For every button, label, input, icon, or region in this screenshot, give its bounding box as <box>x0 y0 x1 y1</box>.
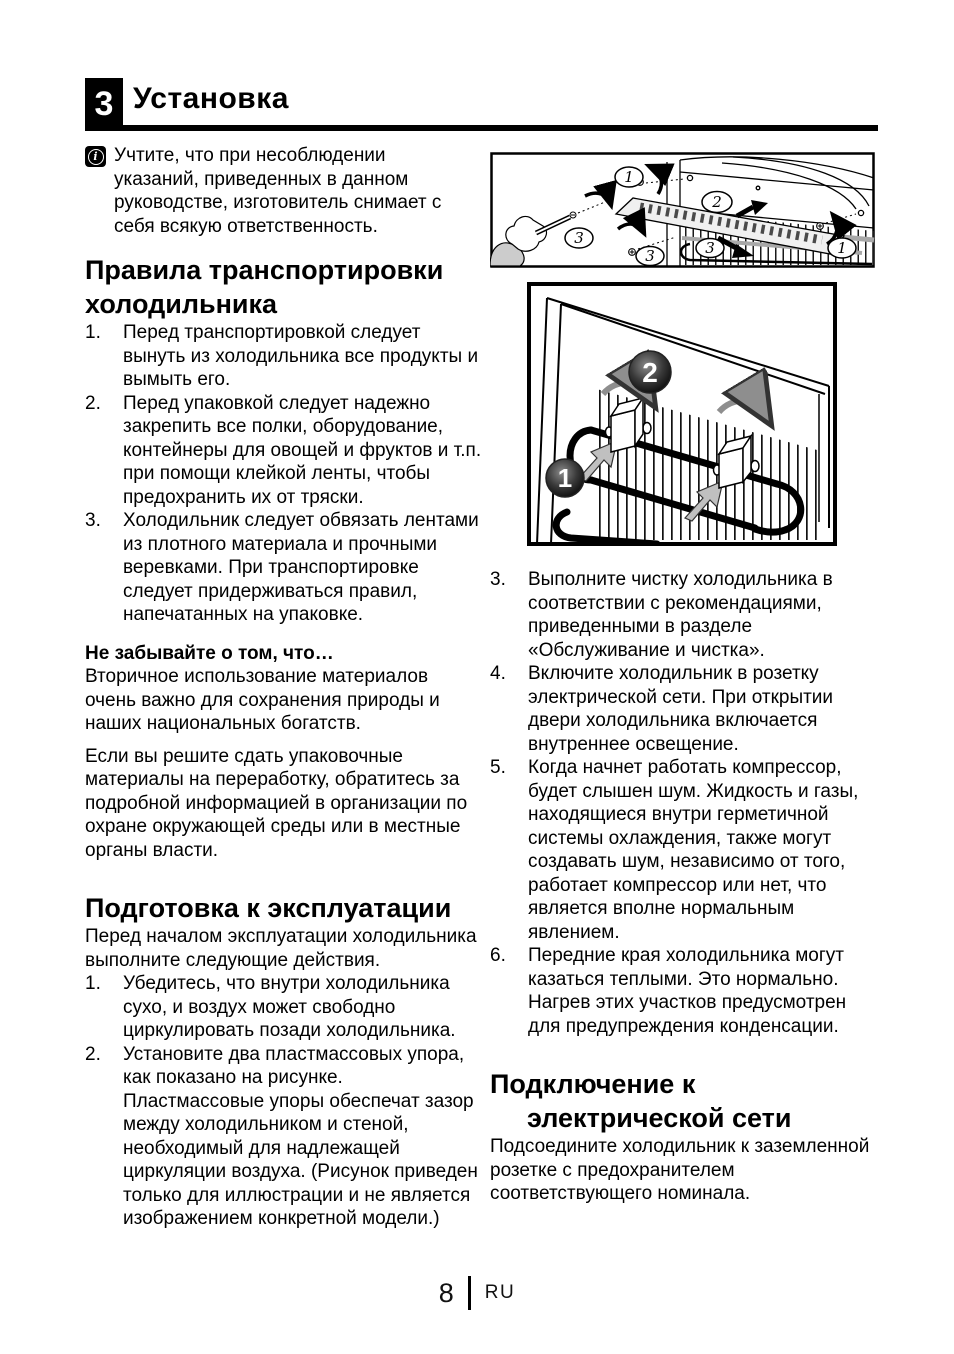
left-column <box>85 144 482 1231</box>
heading-line: электрической сети <box>527 1103 792 1133</box>
list-item-text: Установите два пластмассовых упора, как показано на рисунке. Пластмассовые упоры обеспечат зазор между холодильником и стеной, необходимый для надлежащей циркуляции воздуха. (Рисунок приведен только для иллюстрации и не является изображением конкретной модели.) <box>123 1043 478 1229</box>
info-note-text: Учтите, что при несоблюдении указаний, приведенных в данном руководстве, изготовитель снимает с себя всякую ответственность. <box>114 145 442 237</box>
list-item-number: 4. <box>490 663 506 684</box>
list-item <box>85 392 482 510</box>
list-item-text: Включите холодильник в розетку электрической сети. При открытии двери холодильника включается внутреннее освещение. <box>528 663 834 755</box>
info-note <box>85 144 482 238</box>
info-icon <box>85 146 106 167</box>
transport-list <box>85 321 482 627</box>
info-icon-letter: i <box>88 149 104 165</box>
reminder-text: Вторичное использование материалов очень важно для сохранения природы и наших национальных богатств. <box>85 666 440 734</box>
header-rule <box>123 125 878 131</box>
preparation-list-left <box>85 972 482 1231</box>
footer-divider <box>468 1276 471 1310</box>
figure-spacer-installation <box>527 282 837 546</box>
power-text: Подсоедините холодильник к заземленной розетке с предохранителем соответствующего номинала. <box>490 1136 870 1204</box>
callout-1a: 1 <box>624 168 634 186</box>
list-item-number: 1. <box>85 973 101 994</box>
list-item-text: Холодильник следует обвязать лентами из плотного материала и прочными веревками. При транспортировке следует придерживаться правил, напечатанных на упаковке. <box>123 510 479 625</box>
list-item <box>490 756 882 944</box>
page-title: Установка <box>133 82 289 115</box>
language-code: RU <box>484 1282 516 1303</box>
step-badge-1: 1 <box>557 463 573 493</box>
right-column <box>490 152 882 1206</box>
preparation-intro: Перед началом эксплуатации холодильника выполните следующие действия. <box>85 926 477 971</box>
list-item-number: 1. <box>85 322 101 343</box>
list-item-number: 3. <box>85 510 101 531</box>
list-item-number: 5. <box>490 757 506 778</box>
list-item-text: Перед упаковкой следует надежно закрепить все полки, оборудование, контейнеры для овощей и фруктов и т.п. при помощи клейкой ленты, чтобы предохранить их от тряски. <box>123 392 482 508</box>
page-number: 8 <box>438 1277 454 1308</box>
step-badge-2: 2 <box>642 357 658 388</box>
section-heading-power <box>490 1067 882 1135</box>
section-heading-transport <box>85 253 482 321</box>
chapter-header <box>85 78 878 131</box>
list-item <box>85 321 482 392</box>
list-item-text: Выполните чистку холодильника в соответствии с рекомендациями, приведенными в разделе «Обслуживание и чистка». <box>528 569 833 661</box>
chapter-number: 3 <box>94 85 114 123</box>
callout-3c: 3 <box>705 239 715 257</box>
heading-line: Подключение к <box>490 1069 696 1099</box>
list-item <box>490 568 882 662</box>
list-item-text: Убедитесь, что внутри холодильника сухо, и воздух может свободно циркулировать позади холодильника. <box>123 973 456 1041</box>
list-item-number: 2. <box>85 392 101 414</box>
recycling-text: Если вы решите сдать упаковочные материалы на переработку, обратитесь за подробной информацией в организации по охране окружающей среды или в местные органы власти. <box>85 745 468 861</box>
list-item <box>85 1043 482 1231</box>
list-item-text: Когда начнет работать компрессор, будет слышен шум. Жидкость и газы, находящиеся внутри герметичной системы охлаждения, также могут создавать шум, независимо от того, работает компрессор или нет, что является вполне нормальным явлением. <box>528 757 859 943</box>
list-item-text: Передние края холодильника могут казаться теплыми. Это нормально. Нагрев этих участков предусмотрен для предупреждения конденсации. <box>528 945 847 1037</box>
list-item <box>85 509 482 627</box>
heading-line: Правила транспортировки <box>85 255 444 285</box>
list-item <box>490 662 882 756</box>
list-item <box>85 972 482 1043</box>
reminder-heading: Не забывайте о том, что… <box>85 642 334 664</box>
heading-line: холодильника <box>85 289 278 319</box>
section-heading-preparation: Подготовка к эксплуатации <box>85 893 452 923</box>
list-item-text: Перед транспортировкой следует вынуть из холодильника все продукты и вымыть его. <box>123 322 479 390</box>
chapter-number-box <box>85 78 123 131</box>
list-item-number: 6. <box>490 945 506 966</box>
list-item <box>490 944 882 1038</box>
preparation-list-right <box>490 568 882 1038</box>
callout-3a: 3 <box>574 229 584 247</box>
list-item-number: 3. <box>490 569 506 590</box>
page-footer <box>0 1276 954 1310</box>
callout-2: 2 <box>712 193 722 211</box>
callout-1b: 1 <box>837 239 847 257</box>
callout-3b: 3 <box>645 247 655 265</box>
figure-vent-cover-removal <box>490 152 875 268</box>
list-item-number: 2. <box>85 1043 101 1065</box>
